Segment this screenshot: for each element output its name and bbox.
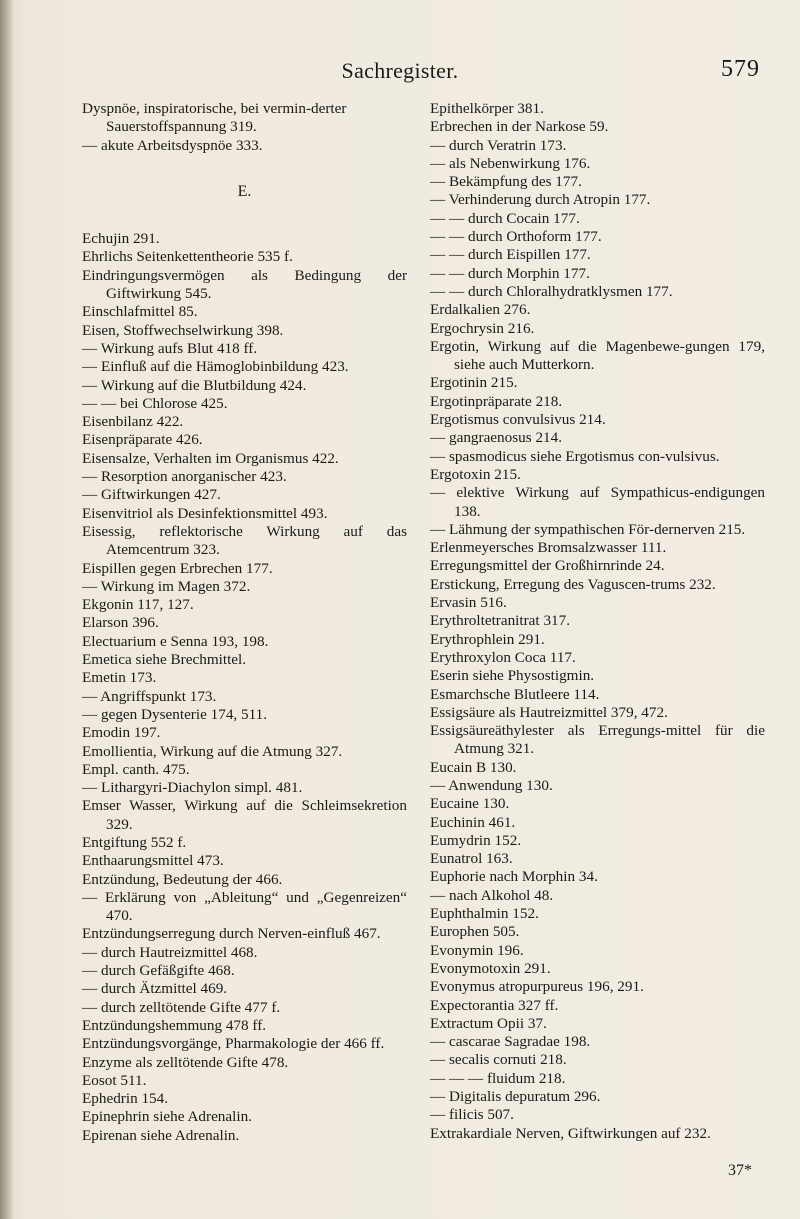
index-entry: — Lithargyri-Diachylon simpl. 481. xyxy=(82,779,303,797)
index-entry: Emodin 197. xyxy=(82,724,161,742)
index-entry: — durch Hautreizmittel 468. xyxy=(82,943,258,961)
index-entry: Emetica siehe Brechmittel. xyxy=(82,651,247,669)
index-entry: — durch zelltötende Gifte 477 f. xyxy=(82,998,281,1016)
index-entry: Ergotismus convulsivus 214. xyxy=(430,411,606,429)
index-entry: — spasmodicus siehe Ergotismus con-vulsivus. xyxy=(430,447,720,465)
index-entry: — Einfluß auf die Hämoglobinbildung 423. xyxy=(82,358,349,376)
index-entry: — — — fluidum 218. xyxy=(430,1069,566,1087)
index-entry: Electuarium e Senna 193, 198. xyxy=(82,632,269,650)
index-entry: Extractum Opii 37. xyxy=(430,1014,547,1032)
index-entry: Ekgonin 117, 127. xyxy=(82,596,194,614)
index-entry: Eisessig, reflektorische Wirkung auf das Atemcentrum 323. xyxy=(82,522,407,559)
section-letter: E. xyxy=(237,182,252,200)
index-entry: — Anwendung 130. xyxy=(430,776,553,794)
index-entry: Ehrlichs Seitenkettentheorie 535 f. xyxy=(82,248,293,266)
index-entry: — durch Gefäßgifte 468. xyxy=(82,962,235,980)
index-entry: Eosot 511. xyxy=(82,1071,147,1089)
index-entry: Epinephrin siehe Adrenalin. xyxy=(82,1108,252,1126)
index-entry: — durch Ätzmittel 469. xyxy=(82,980,228,998)
index-entry: Emetin 173. xyxy=(82,669,157,687)
index-entry: — nach Alkohol 48. xyxy=(430,886,554,904)
index-entry: Erregungsmittel der Großhirnrinde 24. xyxy=(430,557,665,575)
index-entry: Evonymus atropurpureus 196, 291. xyxy=(430,978,644,996)
index-entry: Eisensalze, Verhalten im Organismus 422. xyxy=(82,449,339,467)
index-entry: — cascarae Sagradae 198. xyxy=(430,1033,591,1051)
index-entry: Euchinin 461. xyxy=(430,813,516,831)
index-entry: Entzündungserregung durch Nerven-einfluß 467. xyxy=(82,925,381,943)
index-entry: Erythroxylon Coca 117. xyxy=(430,648,576,666)
index-entry: Entzündungshemmung 478 ff. xyxy=(82,1016,267,1034)
index-entry: — — durch Cocain 177. xyxy=(430,209,580,227)
index-entry: Ergotinin 215. xyxy=(430,374,518,392)
index-entry: — — durch Eispillen 177. xyxy=(430,246,591,264)
index-entry: Expectorantia 327 ff. xyxy=(430,996,559,1014)
index-entry: Epithelkörper 381. xyxy=(430,100,544,117)
signature-mark: 37* xyxy=(728,1162,752,1179)
index-entry: Eisenpräparate 426. xyxy=(82,431,203,449)
index-entry: Evonymin 196. xyxy=(430,941,524,959)
index-entry: Emollientia, Wirkung auf die Atmung 327. xyxy=(82,742,343,760)
index-entry: Elarson 396. xyxy=(82,614,159,632)
index-entry: Entzündung, Bedeutung der 466. xyxy=(82,870,283,888)
index-entry: Eunatrol 163. xyxy=(430,850,513,868)
index-entry: Eisenvitriol als Desinfektionsmittel 493. xyxy=(82,504,328,522)
running-header-title: Sachregister. xyxy=(341,58,459,83)
index-entry: Eisen, Stoffwechselwirkung 398. xyxy=(82,321,284,339)
index-entry: Eumydrin 152. xyxy=(430,831,522,849)
index-entry: Ervasin 516. xyxy=(430,594,507,612)
index-entry: — filicis 507. xyxy=(430,1106,514,1124)
index-entry: Echujin 291. xyxy=(82,230,160,248)
page-number: 579 xyxy=(721,56,760,82)
index-entry: — Wirkung im Magen 372. xyxy=(82,577,251,595)
index-column-left xyxy=(82,100,407,1145)
index-entry: Epirenan siehe Adrenalin. xyxy=(82,1126,240,1144)
index-entry: Eucain B 130. xyxy=(430,758,517,776)
index-entry: — durch Veratrin 173. xyxy=(430,136,567,154)
index-entry: Europhen 505. xyxy=(430,923,520,941)
index-entry: Ephedrin 154. xyxy=(82,1090,169,1108)
index-entry: — gegen Dysenterie 174, 511. xyxy=(82,705,268,723)
index-entry: — akute Arbeitsdyspnöe 333. xyxy=(82,136,263,154)
index-entry: — — durch Morphin 177. xyxy=(430,264,590,282)
index-entry: — gangraenosus 214. xyxy=(430,429,563,447)
index-entry: Dyspnöe, inspiratorische, bei vermin-derter Sauerstoffspannung 319. xyxy=(82,100,347,136)
index-entry: — Lähmung der sympathischen För-dernerven 215. xyxy=(430,520,746,538)
index-entry: — Giftwirkungen 427. xyxy=(82,486,221,504)
index-entry: — — durch Orthoform 177. xyxy=(430,228,602,246)
index-entry: Eucaine 130. xyxy=(430,795,510,813)
index-entry: Erstickung, Erregung des Vaguscen-trums 232. xyxy=(430,575,716,593)
index-entry: Ergochrysin 216. xyxy=(430,319,535,337)
index-entry: Eisenbilanz 422. xyxy=(82,413,184,431)
index-entry: Ergotinpräparate 218. xyxy=(430,392,563,410)
index-entry: — Erklärung von „Ableitung“ und „Gegenreizen“ 470. xyxy=(82,888,407,925)
index-entry: — Angriffspunkt 173. xyxy=(82,687,217,705)
index-entry: Emser Wasser, Wirkung auf die Schleimsekretion 329. xyxy=(82,797,407,833)
index-entry: Erdalkalien 276. xyxy=(430,301,531,319)
index-entry: Erythroltetranitrat 317. xyxy=(430,612,571,630)
index-entry: Ergotoxin 215. xyxy=(430,465,521,483)
index-entry: — Wirkung auf die Blutbildung 424. xyxy=(82,376,307,394)
index-entry: Essigsäureäthylester als Erregungs-mittel für die Atmung 321. xyxy=(430,722,765,758)
index-entry: — — bei Chlorose 425. xyxy=(82,394,228,412)
index-entry: Extrakardiale Nerven, Giftwirkungen auf 232. xyxy=(430,1124,711,1142)
index-entry: Erythrophlein 291. xyxy=(430,630,545,648)
index-entry: Ergotin, Wirkung auf die Magenbewe-gungen 179, siehe auch Mutterkorn. xyxy=(430,337,765,374)
index-entry: — elektive Wirkung auf Sympathicus-endigungen 138. xyxy=(430,484,765,520)
index-entry: — secalis cornuti 218. xyxy=(430,1051,567,1069)
index-entry: — als Nebenwirkung 176. xyxy=(430,154,591,172)
index-entry: Eindringungsvermögen als Bedingung der Giftwirkung 545. xyxy=(82,266,407,303)
index-entry: Euphthalmin 152. xyxy=(430,905,539,923)
index-entry: Erlenmeyersches Bromsalzwasser 111. xyxy=(430,539,667,557)
index-entry: Enzyme als zelltötende Gifte 478. xyxy=(82,1053,289,1071)
index-entry: Essigsäure als Hautreizmittel 379, 472. xyxy=(430,703,668,721)
index-entry: Euphorie nach Morphin 34. xyxy=(430,868,598,886)
index-entry: — Verhinderung durch Atropin 177. xyxy=(430,191,651,209)
index-entry: Eispillen gegen Erbrechen 177. xyxy=(82,559,273,577)
page-spine-shadow xyxy=(0,0,14,1219)
index-entry: Eserin siehe Physostigmin. xyxy=(430,667,595,685)
index-entry: — Resorption anorganischer 423. xyxy=(82,468,287,486)
index-entry: Einschlafmittel 85. xyxy=(82,303,198,321)
index-entry: — Digitalis depuratum 296. xyxy=(430,1088,601,1106)
index-entry: Entzündungsvorgänge, Pharmakologie der 466 ff. xyxy=(82,1035,385,1053)
index-entry: Entgiftung 552 f. xyxy=(82,833,187,851)
index-entry: Enthaarungsmittel 473. xyxy=(82,852,224,870)
index-entry: Erbrechen in der Narkose 59. xyxy=(430,118,609,136)
index-entry: — Wirkung aufs Blut 418 ff. xyxy=(82,339,258,357)
index-entry: Empl. canth. 475. xyxy=(82,760,190,778)
index-entry: — — durch Chloralhydratklysmen 177. xyxy=(430,282,673,300)
index-entry: Evonymotoxin 291. xyxy=(430,959,551,977)
index-column-right xyxy=(430,100,765,1143)
index-entry: — Bekämpfung des 177. xyxy=(430,173,582,191)
index-entry: Esmarchsche Blutleere 114. xyxy=(430,685,600,703)
